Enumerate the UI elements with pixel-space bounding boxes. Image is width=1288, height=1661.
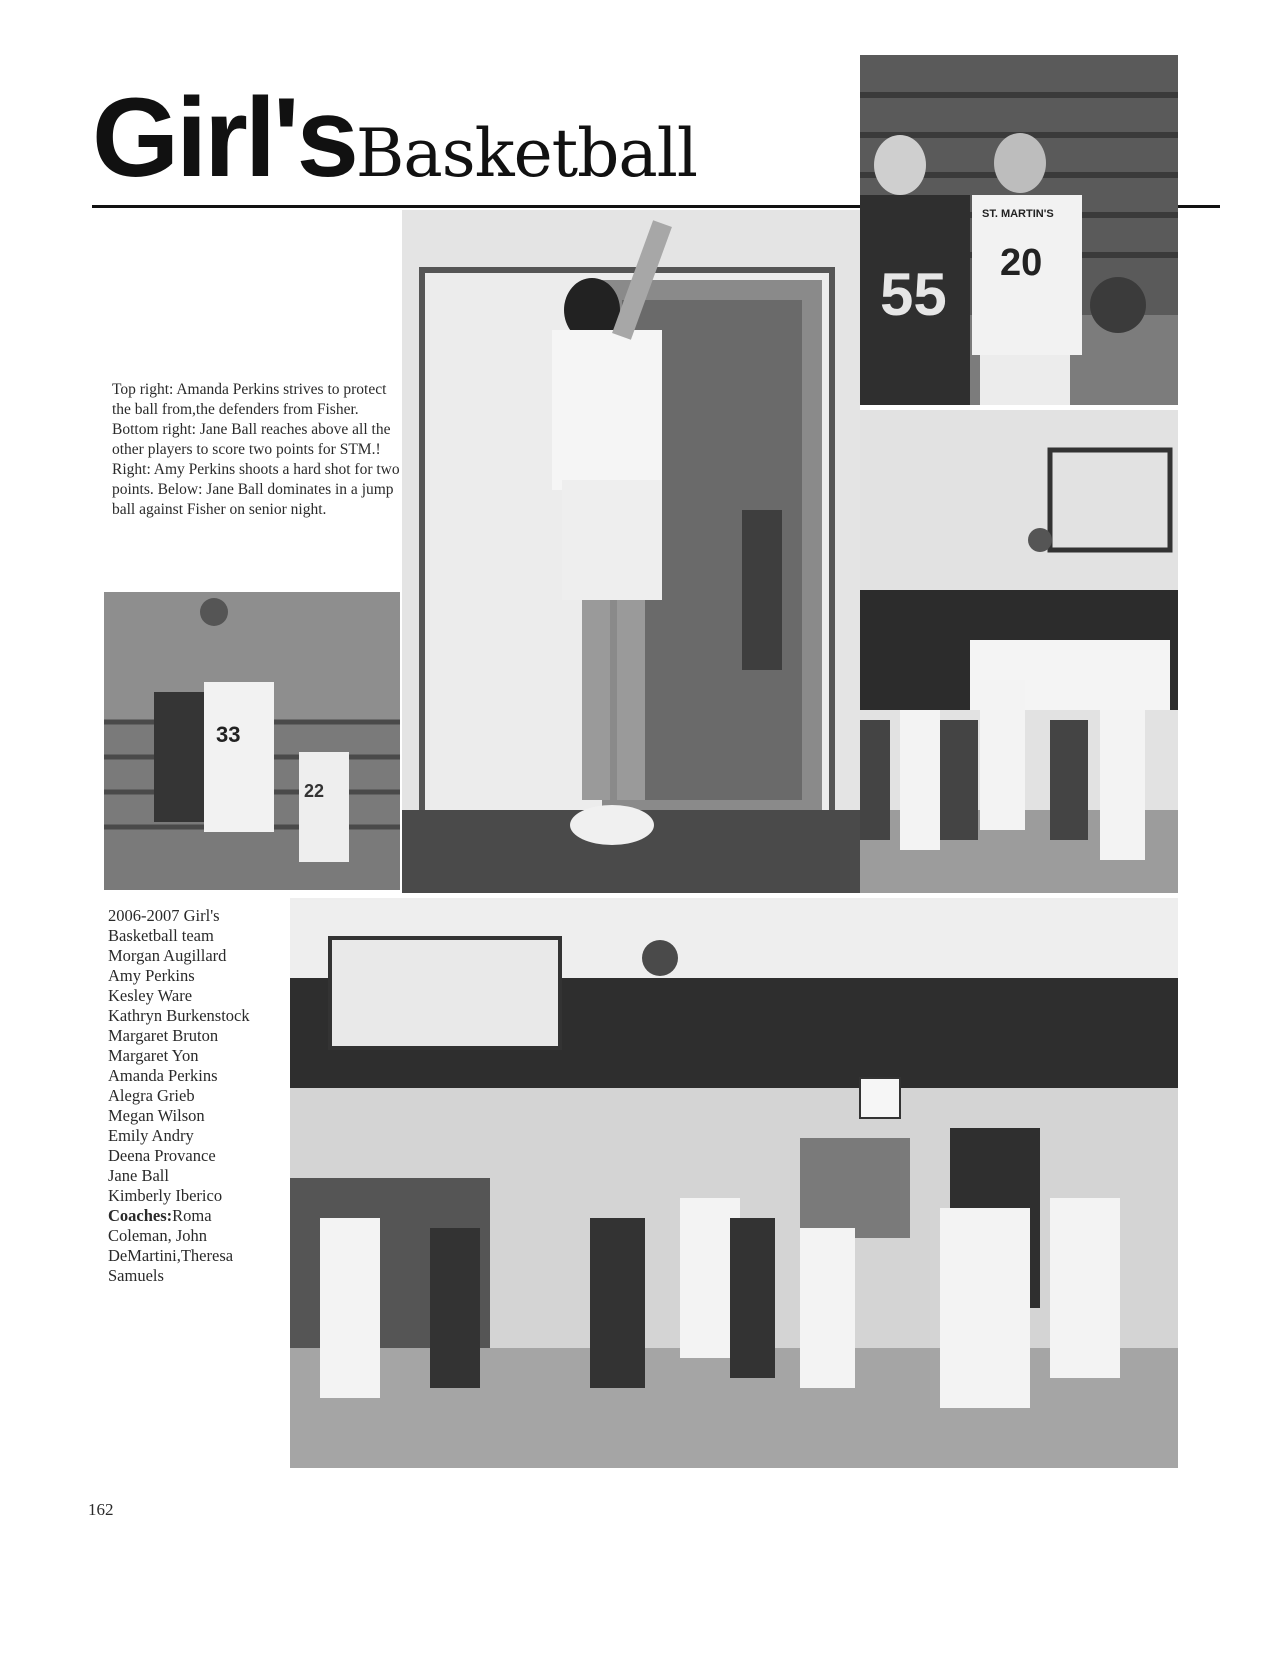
roster-player: Megan Wilson bbox=[108, 1106, 205, 1125]
roster-player: Kesley Ware bbox=[108, 986, 193, 1005]
title-girls: Girl's bbox=[92, 75, 356, 200]
roster-player: Amanda Perkins bbox=[108, 1066, 218, 1085]
page-number: 162 bbox=[88, 1500, 114, 1519]
photo-right-layup bbox=[860, 410, 1178, 893]
photo-jump-ball bbox=[104, 592, 400, 890]
photo-captions bbox=[112, 380, 402, 520]
roster-player: Emily Andry bbox=[108, 1126, 194, 1145]
caption-top-right: Top right: Amanda Perkins strives to protect the ball from,the defenders from Fisher. bbox=[112, 381, 387, 418]
roster-player: Alegra Grieb bbox=[108, 1086, 195, 1105]
roster-coaches bbox=[108, 1206, 278, 1286]
title-rule-right bbox=[1178, 205, 1220, 208]
jersey-20: 20 bbox=[1000, 242, 1043, 284]
roster-player: Deena Provance bbox=[108, 1146, 216, 1165]
coaches-label: Coaches: bbox=[108, 1206, 173, 1225]
roster-player: Morgan Augillard bbox=[108, 946, 227, 965]
roster-heading: 2006-2007 Girl's Basketball team bbox=[108, 906, 220, 945]
caption-bottom-right: Bottom right: Jane Ball reaches above all the other players to score two points for STM.! bbox=[112, 421, 391, 458]
roster-player: Margaret Yon bbox=[108, 1046, 199, 1065]
roster-player: Kimberly Iberico bbox=[108, 1186, 223, 1205]
photo-top-right bbox=[860, 55, 1178, 405]
roster-player: Margaret Bruton bbox=[108, 1026, 219, 1045]
caption-right-below: Right: Amy Perkins shoots a hard shot for two points. Below: Jane Ball dominates in a jump ball against Fisher on senior night. bbox=[112, 461, 400, 518]
jersey-22: 22 bbox=[304, 781, 325, 801]
roster-player: Amy Perkins bbox=[108, 966, 195, 985]
team-roster bbox=[108, 906, 278, 1286]
jersey-55: 55 bbox=[880, 261, 947, 328]
jersey-33: 33 bbox=[216, 722, 241, 747]
title-rule bbox=[92, 205, 862, 208]
title-basketball: Basketball bbox=[355, 115, 697, 192]
photo-bottom-team-play bbox=[290, 898, 1178, 1468]
roster-player: Jane Ball bbox=[108, 1166, 169, 1185]
photo-center-shooter bbox=[402, 210, 860, 893]
coaches-names: Roma Coleman, John DeMartini,Theresa Samuels bbox=[108, 1206, 234, 1285]
roster-player: Kathryn Burkenstock bbox=[108, 1006, 250, 1025]
page-title bbox=[92, 75, 697, 200]
jersey-team-text: ST. MARTIN'S bbox=[982, 208, 1054, 220]
